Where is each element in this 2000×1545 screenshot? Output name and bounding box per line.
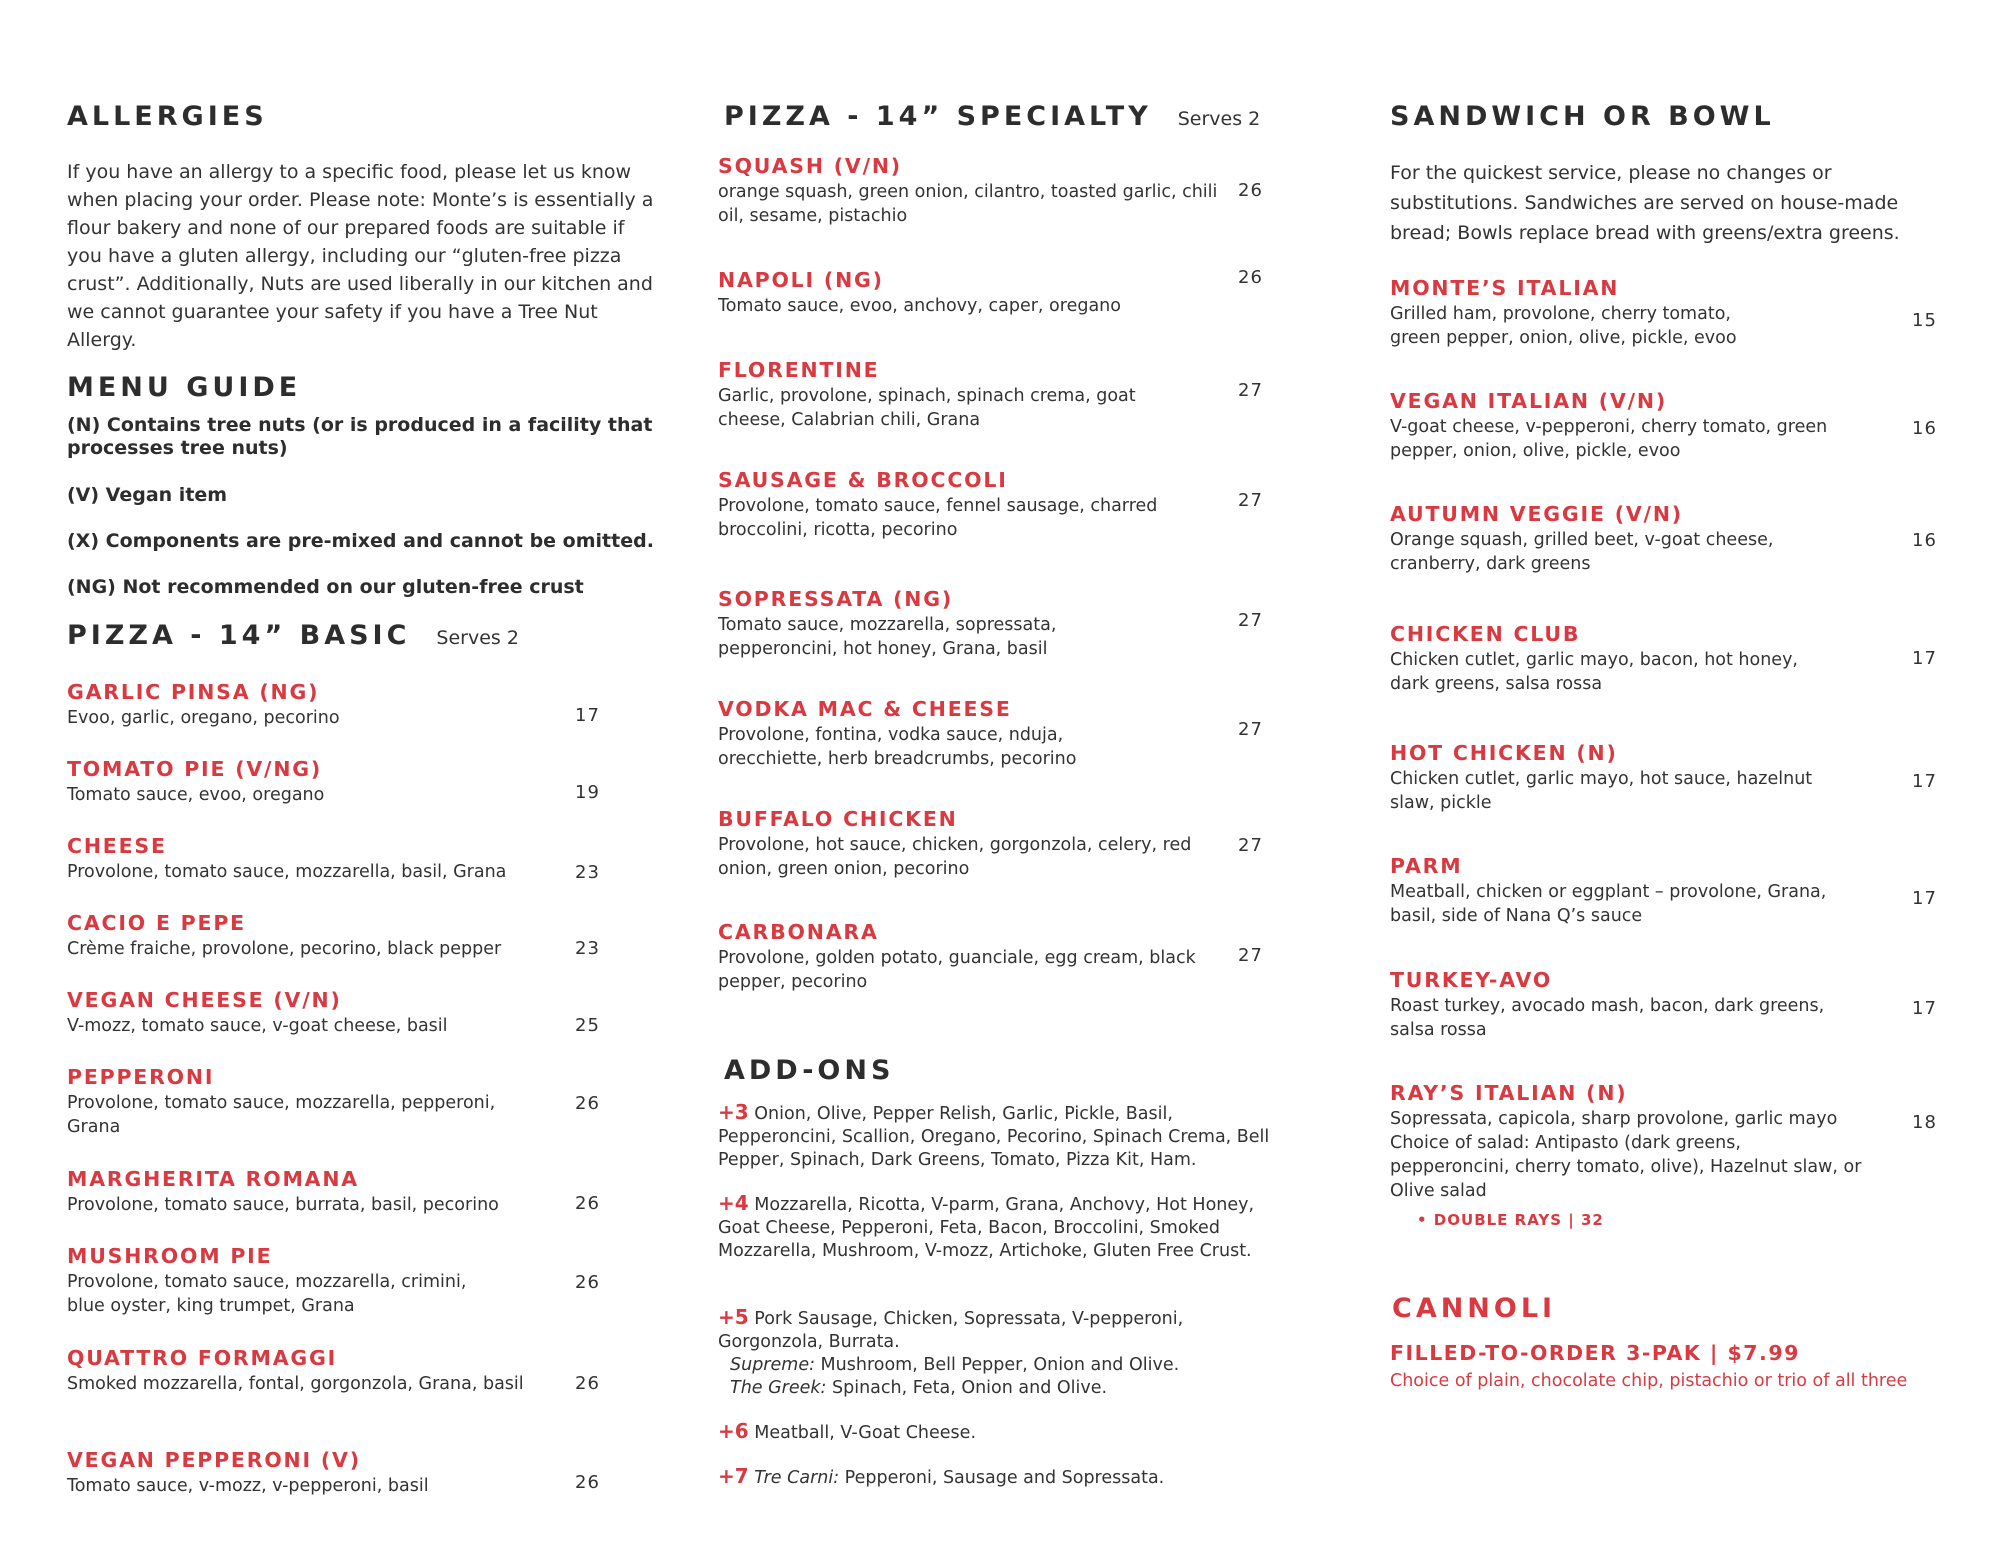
menu-item-quattro-formaggi <box>67 1346 527 1396</box>
item-price: 26 <box>575 1272 600 1293</box>
menu-item-montes-italian <box>1390 276 1770 350</box>
guide-nuts: (N) Contains tree nuts (or is produced in a facility that processes tree nuts) <box>67 414 653 459</box>
item-price: 27 <box>1238 490 1263 511</box>
item-desc: Provolone, tomato sauce, mozzarella, pepperoni, Grana <box>67 1093 496 1137</box>
item-price: 17 <box>1912 648 1937 669</box>
sandwich-title: SANDWICH OR BOWL <box>1390 101 1775 132</box>
item-desc: Provolone, tomato sauce, fennel sausage, charred broccolini, ricotta, pecorino <box>718 496 1158 540</box>
menu-item-vegan-pepperoni <box>67 1448 577 1498</box>
menu-item-vegan-cheese <box>67 988 577 1038</box>
allergies-text: If you have an allergy to a specific food, please let us know when placing your order. Please note: Monte’s is essentially a flour bakery and none of our prepared foods are suitable if you have a gluten allergy, including our “gluten-free pizza crust”. Additionally, Nuts are used liberally in our kitchen and we cannot guarantee your safety if you have a Tree Nut Allergy. <box>67 161 654 351</box>
item-desc: Sopressata, capicola, sharp provolone, garlic mayo Choice of salad: Antipasto (dark greens, pepperoncini, cherry tomato, olive), Hazelnut slaw, or Olive salad <box>1390 1109 1862 1201</box>
item-desc: Orange squash, grilled beet, v-goat cheese, cranberry, dark greens <box>1390 530 1774 574</box>
item-name: HOT CHICKEN (N) <box>1390 741 1618 765</box>
item-name: MONTE’S ITALIAN <box>1390 276 1620 300</box>
item-price: 27 <box>1238 610 1263 631</box>
addon-text: Mozzarella, Ricotta, V-parm, Grana, Anchovy, Hot Honey, Goat Cheese, Pepperoni, Feta, Bacon, Broccolini, Smoked Mozzarella, Mushroom, V-mozz, Artichoke, Gluten Free Crust. <box>718 1195 1255 1261</box>
addon-price: +3 <box>718 1100 749 1124</box>
item-desc: Garlic, provolone, spinach, spinach crema, goat cheese, Calabrian chili, Grana <box>718 386 1136 430</box>
item-price: 26 <box>1238 180 1263 201</box>
addon-group-5 <box>718 1306 1278 1400</box>
cannoli-subtitle: FILLED-TO-ORDER 3-PAK | $7.99 <box>1390 1341 1800 1365</box>
item-name: NAPOLI (NG) <box>718 268 884 292</box>
specialty-pizza-title <box>724 101 1260 132</box>
item-desc: orange squash, green onion, cilantro, toasted garlic, chili oil, sesame, pistachio <box>718 182 1218 226</box>
item-price: 25 <box>575 1015 600 1036</box>
item-price: 26 <box>575 1093 600 1114</box>
menu-item-sopressata <box>718 587 1138 661</box>
item-name: VEGAN PEPPERONI (V) <box>67 1448 361 1472</box>
guide-premixed: (X) Components are pre-mixed and cannot be omitted. <box>67 530 654 552</box>
item-name: SAUSAGE & BROCCOLI <box>718 468 1008 492</box>
addon-supreme <box>718 1354 1278 1377</box>
item-price: 18 <box>1912 1112 1937 1133</box>
item-price: 16 <box>1912 530 1937 551</box>
menu-item-carbonara <box>718 920 1198 994</box>
item-desc: Grilled ham, provolone, cherry tomato, green pepper, onion, olive, pickle, evoo <box>1390 304 1737 348</box>
item-name: CHEESE <box>67 834 167 858</box>
item-desc: Provolone, tomato sauce, mozzarella, basil, Grana <box>67 862 507 882</box>
item-price: 17 <box>1912 888 1937 909</box>
item-price: 17 <box>575 705 600 726</box>
guide-vegan: (V) Vegan item <box>67 484 228 506</box>
item-price: 19 <box>575 782 600 803</box>
item-price: 27 <box>1238 835 1263 856</box>
item-name: GARLIC PINSA (NG) <box>67 680 320 704</box>
menu-item-napoli <box>718 268 1218 318</box>
allergies-title: ALLERGIES <box>67 101 268 132</box>
addon-group-4 <box>718 1192 1278 1263</box>
item-name: SOPRESSATA (NG) <box>718 587 954 611</box>
addon-greek-label: The Greek: <box>730 1378 827 1398</box>
specialty-pizza-title-text: PIZZA - 14” SPECIALTY <box>724 101 1152 132</box>
item-name: CHICKEN CLUB <box>1390 622 1581 646</box>
menu-item-pepperoni <box>67 1065 527 1139</box>
menu-item-cheese <box>67 834 577 884</box>
item-name: PARM <box>1390 854 1463 878</box>
menu-item-garlic-pinsa <box>67 680 577 730</box>
menu-item-vodka-mac-cheese <box>718 697 1138 771</box>
item-desc: Tomato sauce, mozzarella, sopressata, pepperoncini, hot honey, Grana, basil <box>718 615 1057 659</box>
item-price: 23 <box>575 938 600 959</box>
addon-group-3 <box>718 1101 1278 1172</box>
item-price: 26 <box>1238 267 1263 288</box>
menu-item-turkey-avo <box>1390 968 1840 1042</box>
basic-pizza-title-text: PIZZA - 14” BASIC <box>67 620 411 651</box>
item-price: 26 <box>575 1472 600 1493</box>
item-price: 15 <box>1912 310 1937 331</box>
addon-price: +4 <box>718 1191 749 1215</box>
item-price: 17 <box>1912 998 1937 1019</box>
addon-price: +7 <box>718 1464 749 1488</box>
item-desc: Provolone, hot sauce, chicken, gorgonzola, celery, red onion, green onion, pecorino <box>718 835 1192 879</box>
menu-item-hot-chicken <box>1390 741 1840 815</box>
item-name: MUSHROOM PIE <box>67 1244 273 1268</box>
addon-group-7 <box>718 1465 1278 1490</box>
menu-item-florentine <box>718 358 1178 432</box>
item-desc: Meatball, chicken or eggplant – provolone, Grana, basil, side of Nana Q’s sauce <box>1390 882 1827 926</box>
menu-guide-title: MENU GUIDE <box>67 372 302 403</box>
addon-greek-text: Spinach, Feta, Onion and Olive. <box>826 1378 1108 1398</box>
addon-group-6 <box>718 1420 1278 1445</box>
item-name: FLORENTINE <box>718 358 880 382</box>
item-price: 27 <box>1238 719 1263 740</box>
addon-supreme-label: Supreme: <box>730 1355 815 1375</box>
menu-item-parm <box>1390 854 1860 928</box>
item-name: BUFFALO CHICKEN <box>718 807 958 831</box>
menu-item-mushroom-pie <box>67 1244 497 1318</box>
item-name: PEPPERONI <box>67 1065 215 1089</box>
menu-item-vegan-italian <box>1390 389 1850 463</box>
item-name: AUTUMN VEGGIE (V/N) <box>1390 502 1683 526</box>
addon-supreme-text: Mushroom, Bell Pepper, Onion and Olive. <box>814 1355 1180 1375</box>
item-desc: Evoo, garlic, oregano, pecorino <box>67 708 340 728</box>
basic-pizza-title <box>67 620 519 651</box>
item-name: QUATTRO FORMAGGI <box>67 1346 338 1370</box>
menu-item-buffalo-chicken <box>718 807 1218 881</box>
menu-item-rays-italian <box>1390 1081 1865 1203</box>
addon-text: Pork Sausage, Chicken, Sopressata, V-pepperoni, Gorgonzola, Burrata. <box>718 1309 1184 1352</box>
item-desc: Roast turkey, avocado mash, bacon, dark greens, salsa rossa <box>1390 996 1825 1040</box>
item-name: CARBONARA <box>718 920 879 944</box>
item-price: 26 <box>575 1193 600 1214</box>
menu-item-tomato-pie <box>67 757 577 807</box>
menu-item-margherita-romana <box>67 1167 577 1217</box>
basic-serves: Serves 2 <box>436 627 519 649</box>
menu-item-autumn-veggie <box>1390 502 1810 576</box>
menu-item-sausage-broccoli <box>718 468 1218 542</box>
item-desc: Provolone, tomato sauce, burrata, basil, pecorino <box>67 1195 499 1215</box>
item-price: 27 <box>1238 945 1263 966</box>
item-price: 26 <box>575 1373 600 1394</box>
addon-text: Meatball, V-Goat Cheese. <box>754 1423 977 1443</box>
menu-item-chicken-club <box>1390 622 1810 696</box>
specialty-serves: Serves 2 <box>1177 108 1261 130</box>
cannoli-title: CANNOLI <box>1392 1293 1557 1324</box>
item-desc: Tomato sauce, v-mozz, v-pepperoni, basil <box>67 1476 429 1496</box>
item-desc: V-goat cheese, v-pepperoni, cherry tomato, green pepper, onion, olive, pickle, evoo <box>1390 417 1828 461</box>
item-price: 17 <box>1912 771 1937 792</box>
menu-item-cacio-e-pepe <box>67 911 577 961</box>
item-desc: Tomato sauce, evoo, oregano <box>67 785 325 805</box>
item-desc: V-mozz, tomato sauce, v-goat cheese, basil <box>67 1016 448 1036</box>
addon-price: +6 <box>718 1419 749 1443</box>
item-name: TOMATO PIE (V/NG) <box>67 757 323 781</box>
item-name: VODKA MAC & CHEESE <box>718 697 1012 721</box>
addon-greek <box>718 1377 1278 1400</box>
item-name: VEGAN CHEESE (V/N) <box>67 988 342 1012</box>
addon-price: +5 <box>718 1305 749 1329</box>
addon-text: Pepperoni, Sausage and Sopressata. <box>839 1468 1165 1488</box>
item-desc: Provolone, fontina, vodka sauce, nduja, orecchiette, herb breadcrumbs, pecorino <box>718 725 1077 769</box>
guide-no-gluten-free: (NG) Not recommended on our gluten-free crust <box>67 576 584 598</box>
item-price: 27 <box>1238 380 1263 401</box>
item-name: VEGAN ITALIAN (V/N) <box>1390 389 1668 413</box>
item-price: 23 <box>575 862 600 883</box>
item-name: CACIO E PEPE <box>67 911 246 935</box>
item-desc: Crème fraiche, provolone, pecorino, black pepper <box>67 939 502 959</box>
addon-label: Tre Carni: <box>754 1468 840 1488</box>
sandwich-intro: For the quickest service, please no changes or substitutions. Sandwiches are served on house-made bread; Bowls replace bread with greens/extra greens. <box>1390 162 1900 244</box>
item-name: TURKEY-AVO <box>1390 968 1553 992</box>
double-rays-note: • DOUBLE RAYS | 32 <box>1417 1211 1604 1229</box>
menu-item-squash <box>718 154 1218 228</box>
item-price: 16 <box>1912 418 1937 439</box>
addons-title: ADD-ONS <box>724 1055 895 1086</box>
item-desc: Chicken cutlet, garlic mayo, hot sauce, hazelnut slaw, pickle <box>1390 769 1813 813</box>
item-name: SQUASH (V/N) <box>718 154 902 178</box>
addon-text: Onion, Olive, Pepper Relish, Garlic, Pickle, Basil, Pepperoncini, Scallion, Oregano, Pecorino, Spinach Crema, Bell Pepper, Spinach, Dark Greens, Tomato, Pizza Kit, Ham. <box>718 1104 1270 1170</box>
item-name: MARGHERITA ROMANA <box>67 1167 359 1191</box>
item-desc: Smoked mozzarella, fontal, gorgonzola, Grana, basil <box>67 1374 524 1394</box>
item-desc: Provolone, golden potato, guanciale, egg cream, black pepper, pecorino <box>718 948 1196 992</box>
item-desc: Provolone, tomato sauce, mozzarella, crimini, blue oyster, king trumpet, Grana <box>67 1272 467 1316</box>
item-desc: Chicken cutlet, garlic mayo, bacon, hot honey, dark greens, salsa rossa <box>1390 650 1798 694</box>
item-desc: Tomato sauce, evoo, anchovy, caper, oregano <box>718 296 1121 316</box>
item-name: RAY’S ITALIAN (N) <box>1390 1081 1628 1105</box>
cannoli-desc: Choice of plain, chocolate chip, pistachio or trio of all three <box>1390 1371 1908 1391</box>
